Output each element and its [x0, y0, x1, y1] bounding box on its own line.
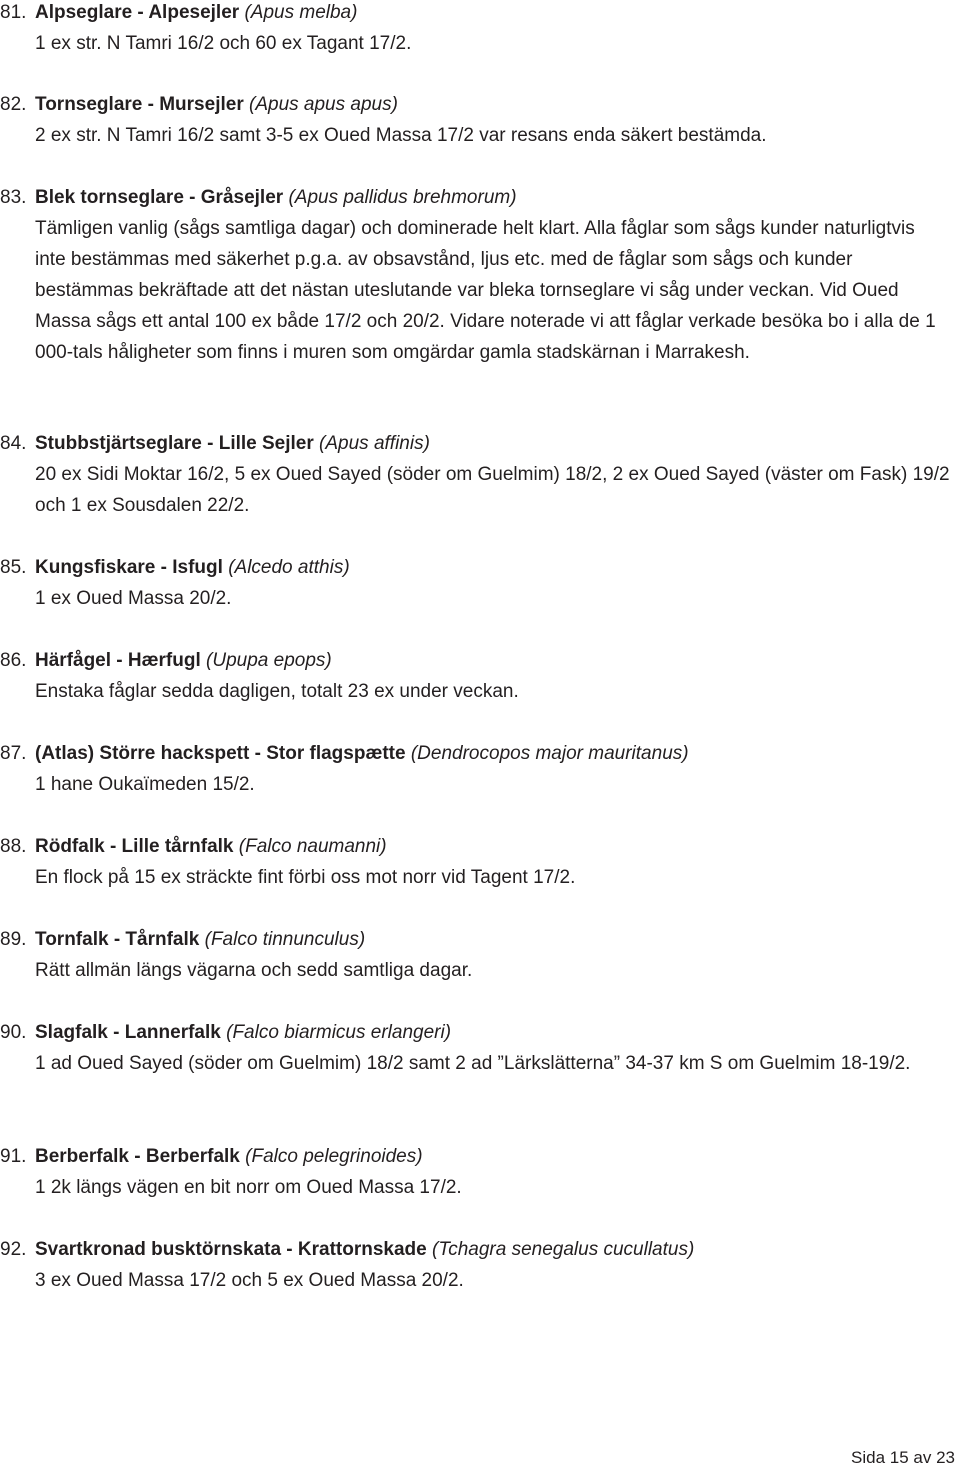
- entry-text: 1 ex Oued Massa 20/2.: [35, 588, 232, 609]
- latin-name: (Falco naumanni): [238, 836, 387, 857]
- latin-name: (Alcedo atthis): [228, 557, 350, 578]
- entry-heading: [35, 428, 430, 459]
- latin-name: (Tchagra senegalus cucullatus): [432, 1239, 695, 1260]
- entry-number: 82.: [0, 94, 27, 115]
- entry-number: 83.: [0, 187, 27, 208]
- latin-name: (Apus pallidus brehmorum): [288, 187, 517, 208]
- entry-number: 91.: [0, 1146, 27, 1167]
- species-name: Kungsfiskare - Isfugl: [35, 557, 223, 578]
- entry-heading: [35, 552, 350, 583]
- entry-heading: [35, 924, 365, 955]
- entry-text: 3 ex Oued Massa 17/2 och 5 ex Oued Massa 20/2.: [35, 1270, 464, 1291]
- species-name: (Atlas) Större hackspett - Stor flagspætte: [35, 743, 406, 764]
- species-name: Härfågel - Hærfugl: [35, 650, 201, 671]
- entry-heading: [35, 182, 517, 213]
- entry-heading: [35, 831, 387, 862]
- entry-text: 20 ex Sidi Moktar 16/2, 5 ex Oued Sayed (söder om Guelmim) 18/2, 2 ex Oued Sayed (väster om Fask) 19/2 och 1 ex Sousdalen 22/2.: [35, 464, 950, 516]
- entry-number: 90.: [0, 1022, 27, 1043]
- entry-text: 1 hane Oukaïmeden 15/2.: [35, 774, 255, 795]
- species-name: Tornfalk - Tårnfalk: [35, 929, 200, 950]
- entry-heading: [35, 1017, 451, 1048]
- latin-name: (Falco pelegrinoides): [245, 1146, 423, 1167]
- entry-heading: [35, 738, 689, 769]
- species-name: Svartkronad busktörnskata - Krattornskade: [35, 1239, 427, 1260]
- entry-heading: [35, 1234, 694, 1265]
- entry-text: Enstaka fåglar sedda dagligen, totalt 23 ex under veckan.: [35, 681, 519, 702]
- entry-text: 2 ex str. N Tamri 16/2 samt 3-5 ex Oued Massa 17/2 var resans enda säkert bestämda.: [35, 125, 767, 146]
- species-name: Blek tornseglare - Gråsejler: [35, 187, 284, 208]
- entry-heading: [35, 1141, 423, 1172]
- latin-name: (Apus apus apus): [249, 94, 398, 115]
- species-name: Alpseglare - Alpesejler: [35, 2, 240, 23]
- entry-text: Rätt allmän längs vägarna och sedd samtliga dagar.: [35, 960, 473, 981]
- entry-text: 1 ex str. N Tamri 16/2 och 60 ex Tagant 17/2.: [35, 33, 412, 54]
- latin-name: (Falco tinnunculus): [204, 929, 366, 950]
- species-name: Tornseglare - Mursejler: [35, 94, 244, 115]
- entry-number: 92.: [0, 1239, 27, 1260]
- species-name: Berberfalk - Berberfalk: [35, 1146, 240, 1167]
- entry-number: 85.: [0, 557, 27, 578]
- entry-number: 86.: [0, 650, 27, 671]
- species-name: Slagfalk - Lannerfalk: [35, 1022, 221, 1043]
- latin-name: (Upupa epops): [206, 650, 332, 671]
- page-number: Sida 15 av 23: [851, 1448, 955, 1467]
- entry-number: 81.: [0, 2, 27, 23]
- entry-heading: [35, 89, 398, 120]
- entry-number: 89.: [0, 929, 27, 950]
- latin-name: (Apus melba): [244, 2, 358, 23]
- latin-name: (Apus affinis): [319, 433, 430, 454]
- entry-text: Tämligen vanlig (sågs samtliga dagar) och dominerade helt klart. Alla fåglar som sågs kunder naturligtvis inte bestämmas med säkerhet p.g.a. av obsavstånd, ljus etc. med de fåglar som sågs och kunder bestämmas bekräftade att det nästan uteslutande var bleka tornseglare vi såg under veckan. Vid Oued Massa sågs ett antal 100 ex både 17/2 och 20/2. Vidare noterade vi att fåglar verkade besöka bo i alla de 1 000-tals håligheter som finns i muren som omgärdar gamla stadskärnan i Marrakesh.: [35, 218, 936, 363]
- species-name: Stubbstjärtseglare - Lille Sejler: [35, 433, 314, 454]
- entry-heading: [35, 0, 357, 28]
- entry-number: 87.: [0, 743, 27, 764]
- entry-text: En flock på 15 ex sträckte fint förbi oss mot norr vid Tagent 17/2.: [35, 867, 576, 888]
- entry-number: 88.: [0, 836, 27, 857]
- entry-text: 1 2k längs vägen en bit norr om Oued Massa 17/2.: [35, 1177, 462, 1198]
- latin-name: (Falco biarmicus erlangeri): [226, 1022, 452, 1043]
- entry-number: 84.: [0, 433, 27, 454]
- species-name: Rödfalk - Lille tårnfalk: [35, 836, 234, 857]
- entry-text: 1 ad Oued Sayed (söder om Guelmim) 18/2 samt 2 ad ”Lärkslätterna” 34-37 km S om Guelmim 18-19/2.: [35, 1053, 911, 1074]
- latin-name: (Dendrocopos major mauritanus): [410, 743, 689, 764]
- entry-heading: [35, 645, 332, 676]
